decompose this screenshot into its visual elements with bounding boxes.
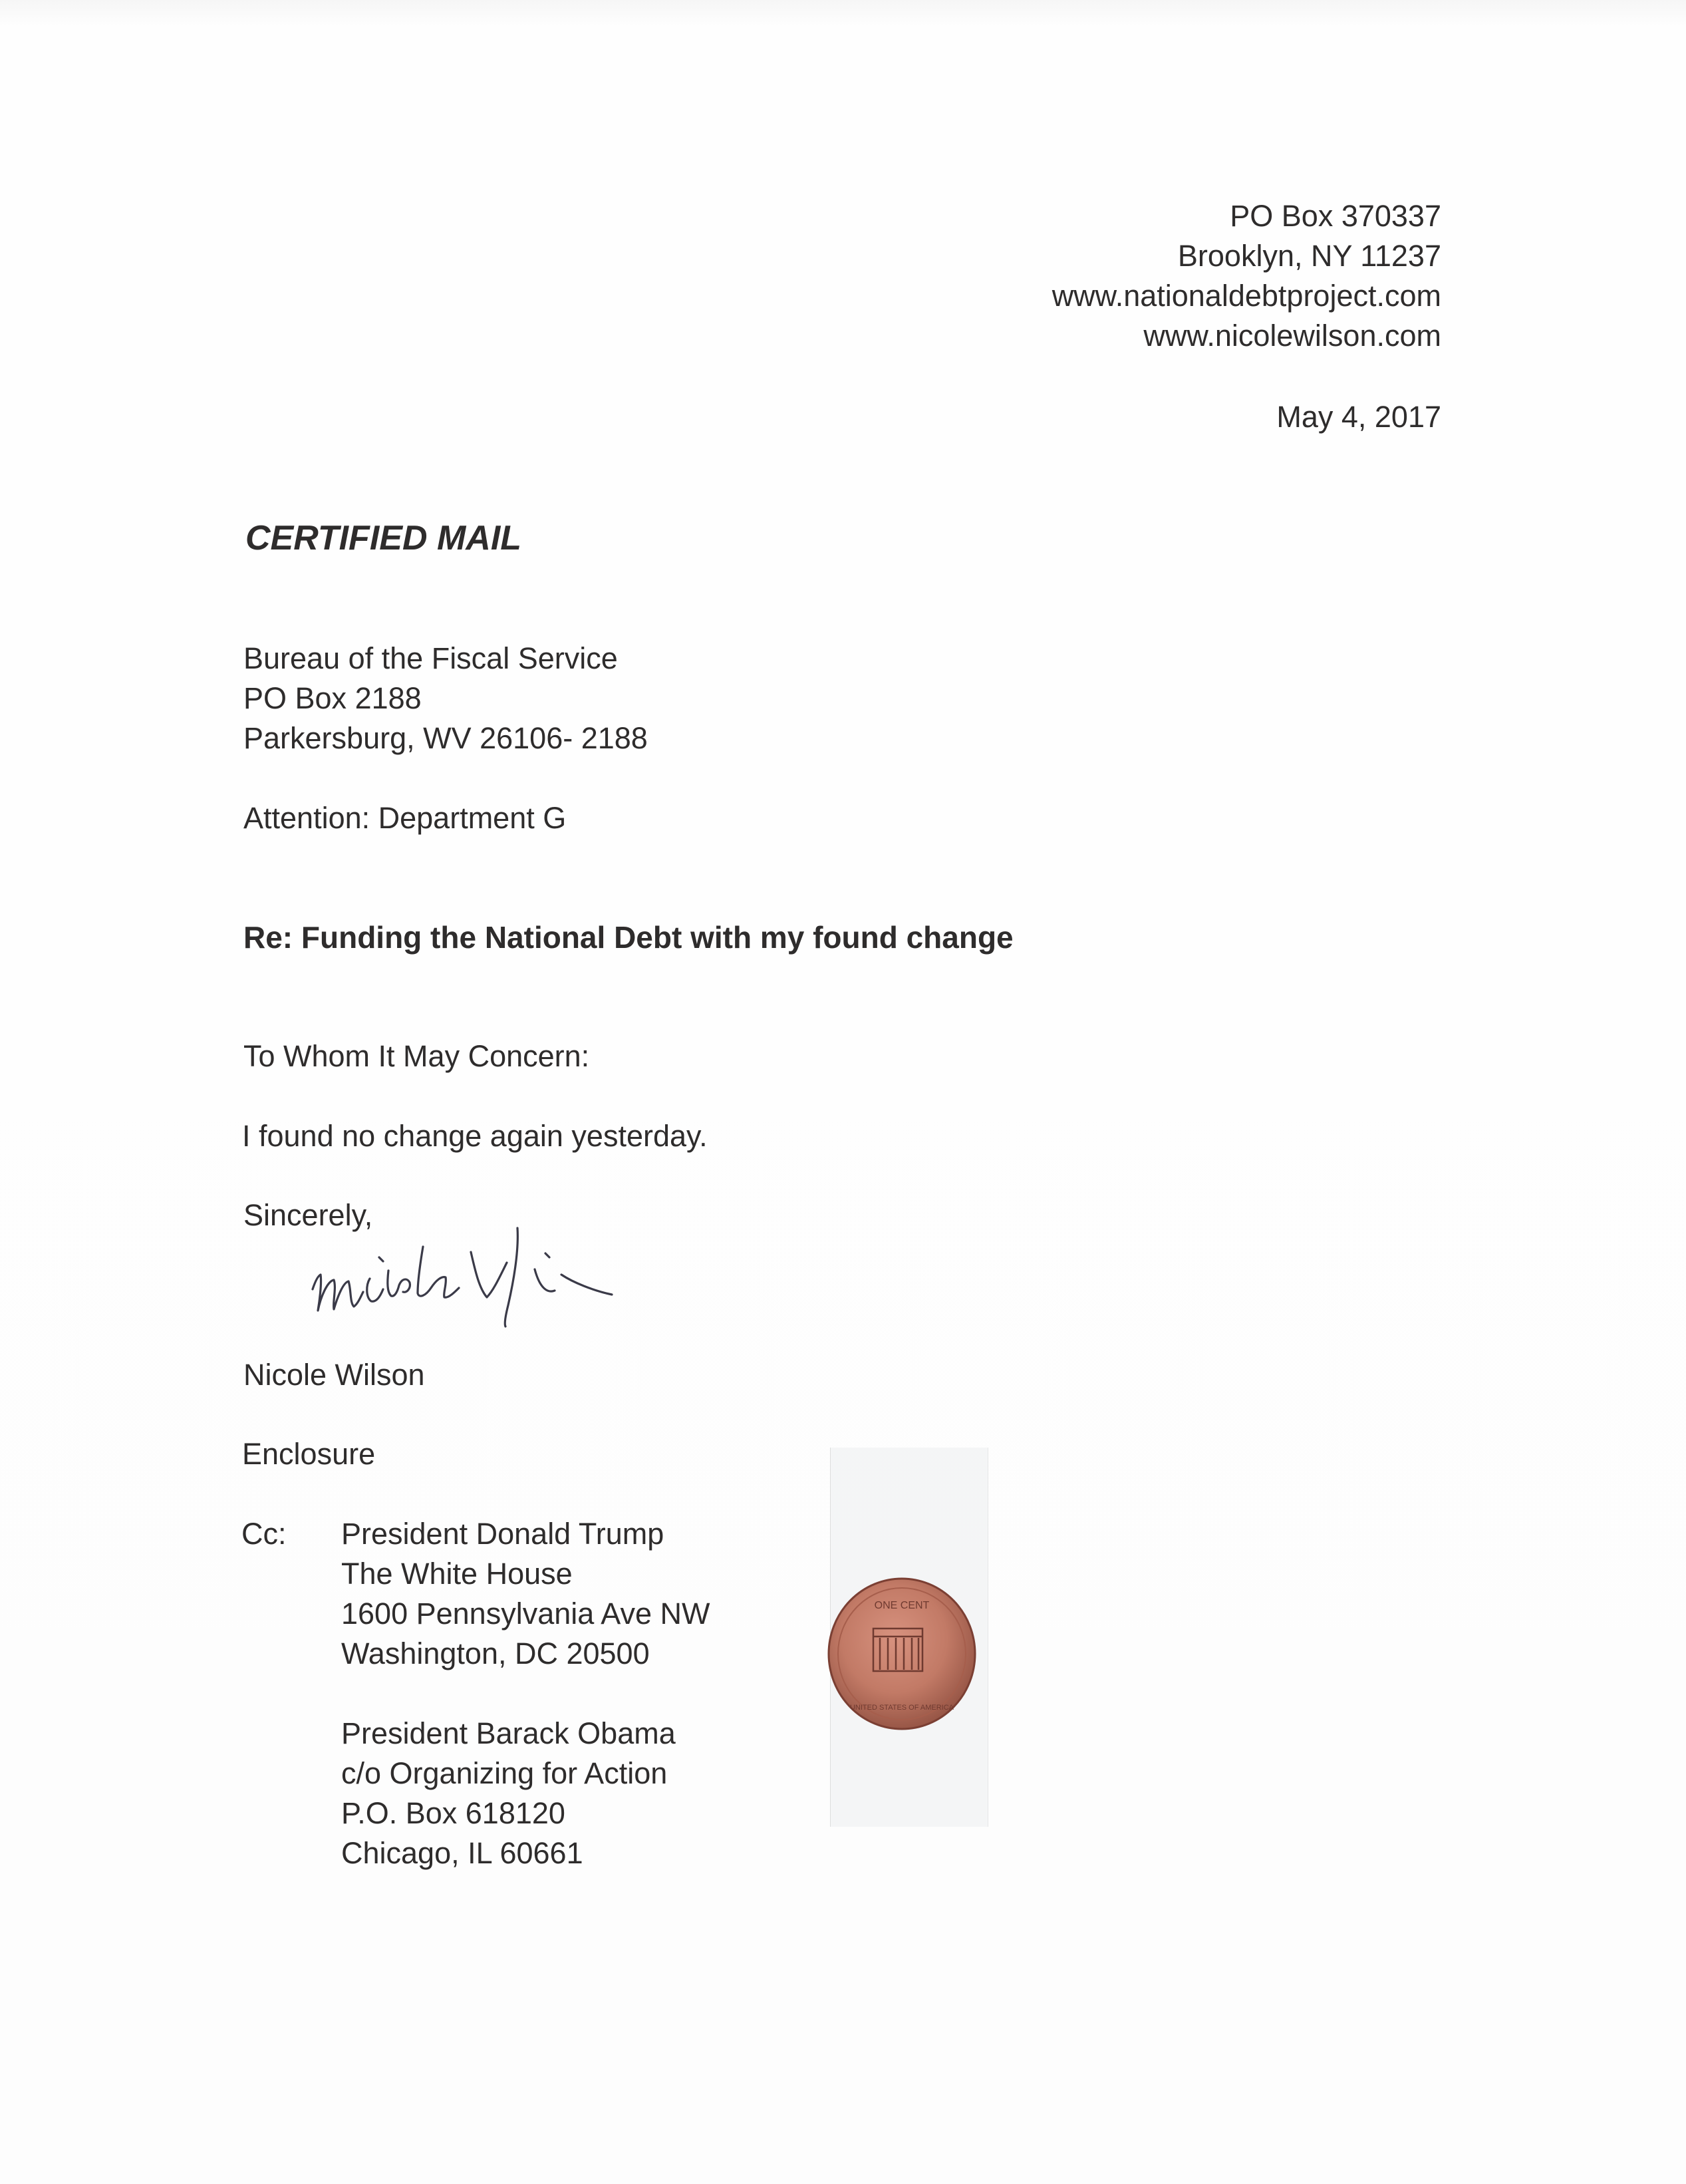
penny-coin [827,1577,977,1731]
cc-recipient-line: The White House [341,1557,573,1591]
return-address [776,196,1441,356]
coin-legend-bottom: UNITED STATES OF AMERICA [849,1704,954,1712]
attention-line: Attention: Department G [243,801,567,835]
subject-line: Re: Funding the National Debt with my found change [243,920,1014,955]
letter-date: May 4, 2017 [1276,400,1441,434]
return-address-website: www.nicolewilson.com [1143,319,1441,353]
return-address-line: PO Box 370337 [1230,199,1441,233]
cc-recipient-line: Washington, DC 20500 [341,1637,650,1670]
cc-recipient-line: 1600 Pennsylvania Ave NW [341,1597,710,1631]
cc-recipient-line: President Barack Obama [341,1716,676,1750]
cc-recipient-line: P.O. Box 618120 [341,1796,565,1830]
enclosure-note: Enclosure [242,1437,376,1471]
cc-label: Cc: [241,1517,287,1551]
recipient-line: PO Box 2188 [243,681,422,715]
recipient-line: Bureau of the Fiscal Service [243,641,618,675]
closing: Sincerely, [243,1198,373,1232]
handwritten-signature [301,1209,673,1342]
cc-recipient-line: President Donald Trump [341,1517,664,1551]
letter-body: I found no change again yesterday. [242,1119,708,1153]
cc-recipients [341,1514,710,1873]
certified-mail-heading: CERTIFIED MAIL [245,519,522,557]
cc-spacer [341,1674,710,1714]
recipient-address [243,639,648,758]
coin-legend-top: ONE CENT [874,1600,930,1611]
sender-name: Nicole Wilson [243,1358,425,1392]
return-address-line: Brooklyn, NY 11237 [1177,239,1441,273]
return-address-website: www.nationaldebtproject.com [1052,279,1441,313]
cc-recipient-line: c/o Organizing for Action [341,1756,668,1790]
salutation: To Whom It May Concern: [243,1039,590,1073]
cc-recipient-line: Chicago, IL 60661 [341,1836,583,1870]
recipient-line: Parkersburg, WV 26106- 2188 [243,721,648,755]
